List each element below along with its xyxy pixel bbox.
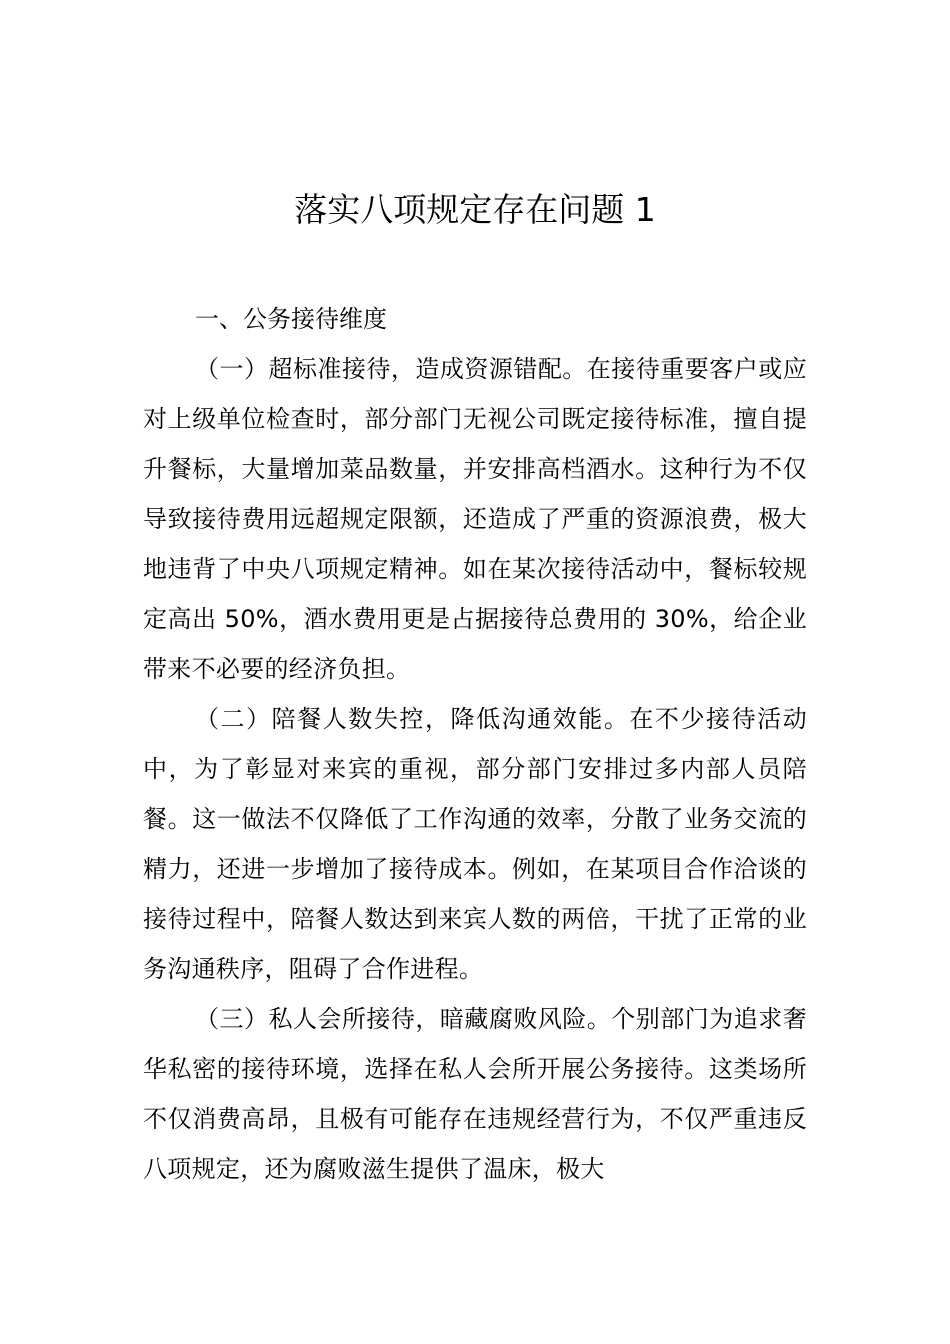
paragraph-3: （三）私人会所接待，暗藏腐败风险。个别部门为追求奢华私密的接待环境，选择在私人会所开展公务接待。这类场所不仅消费高昂，且极有可能存在违规经营行为，不仅严重违反八项规定，还为腐败滋生提供了温床，极大 <box>143 1005 807 1183</box>
paragraph-1: （一）超标准接待，造成资源错配。在接待重要客户或应对上级单位检查时，部分部门无视公司既定接待标准，擅自提升餐标，大量增加菜品数量，并安排高档酒水。这种行为不仅导致接待费用远超规定限额，还造成了严重的资源浪费，极大地违背了中央八项规定精神。如在某次接待活动中，餐标较规定高出 50%，酒水费用更是占据接待总费用的 30%，给企业带来不必要的经济负担。 <box>143 355 807 683</box>
section-heading: 一、公务接待维度 <box>195 305 387 333</box>
document-body <box>143 294 807 1194</box>
paragraph-2: （二）陪餐人数失控，降低沟通效能。在不少接待活动中，为了彰显对来宾的重视，部分部门安排过多内部人员陪餐。这一做法不仅降低了工作沟通的效率，分散了业务交流的精力，还进一步增加了接待成本。例如，在某项目合作洽谈的接待过程中，陪餐人数达到来宾人数的两倍，干扰了正常的业务沟通秩序，阻碍了合作进程。 <box>143 705 807 983</box>
document-title: 落实八项规定存在问题 1 <box>294 190 656 229</box>
